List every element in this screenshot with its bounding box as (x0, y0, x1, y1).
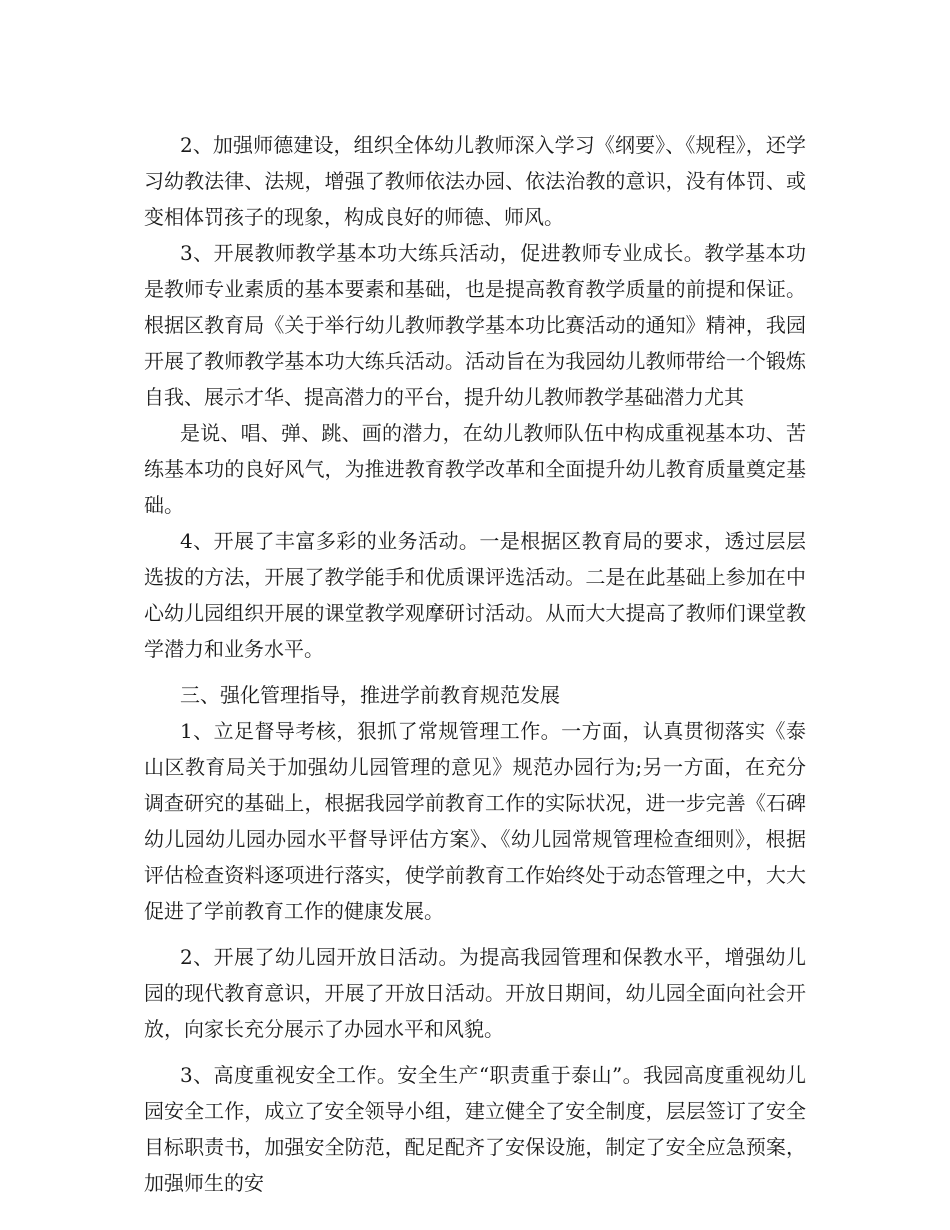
paragraph-teacher-ethics: 2、加强师德建设，组织全体幼儿教师深入学习《纲要》、《规程》，还学习幼教法律、法规，增强了教师依法办园、依法治教的意识，没有体罚、或变相体罚孩子的现象，构成良好的师德、师风。 (144, 133, 806, 229)
paragraph-open-day: 2、开展了幼儿园开放日活动。为提高我园管理和保教水平，增强幼儿园的现代教育意识，开展了开放日活动。开放日期间，幼儿园全面向社会开放，向家长充分展示了办园水平和风貌。 (144, 945, 806, 1041)
document-body (144, 127, 806, 1201)
paragraph-basic-skills-continued: 是说、唱、弹、跳、画的潜力，在幼儿教师队伍中构成重视基本功、苦练基本功的良好风气，为推进教育教学改革和全面提升幼儿教育质量奠定基础。 (144, 421, 806, 517)
paragraph-safety-work: 3、高度重视安全工作。安全生产“职责重于泰山”。我园高度重视幼儿园安全工作，成立了安全领导小组，建立健全了安全制度，层层签订了安全目标职责书，加强安全防范，配足配齐了安保设施，制定了安全应急预案，加强师生的安 (144, 1063, 806, 1195)
paragraph-business-activities: 4、开展了丰富多彩的业务活动。一是根据区教育局的要求，透过层层选拔的方法，开展了教学能手和优质课评选活动。二是在此基础上参加在中心幼儿园组织开展的课堂教学观摩研讨活动。从而大大提高了教师们课堂教学潜力和业务水平。 (144, 529, 806, 661)
paragraph-basic-skills-training: 3、开展教师教学基本功大练兵活动，促进教师专业成长。教学基本功是教师专业素质的基本要素和基础，也是提高教育教学质量的前提和保证。根据区教育局《关于举行幼儿教师教学基本功比赛活动的通知》精神，我园开展了教师教学基本功大练兵活动。活动旨在为我园幼儿教师带给一个锻炼自我、展示才华、提高潜力的平台，提升幼儿教师教学基础潜力尤其 (144, 241, 806, 409)
paragraph-supervision-assessment: 1、立足督导考核，狠抓了常规管理工作。一方面，认真贯彻落实《泰山区教育局关于加强幼儿园管理的意见》规范办园行为;另一方面，在充分调查研究的基础上，根据我园学前教育工作的实际状况，进一步完善《石碑幼儿园幼儿园办园水平督导评估方案》、《幼儿园常规管理检查细则》，根据评估检查资料逐项进行落实，使学前教育工作始终处于动态管理之中，大大促进了学前教育工作的健康发展。 (144, 719, 806, 923)
section-heading-management: 三、强化管理指导，推进学前教育规范发展 (180, 683, 560, 707)
